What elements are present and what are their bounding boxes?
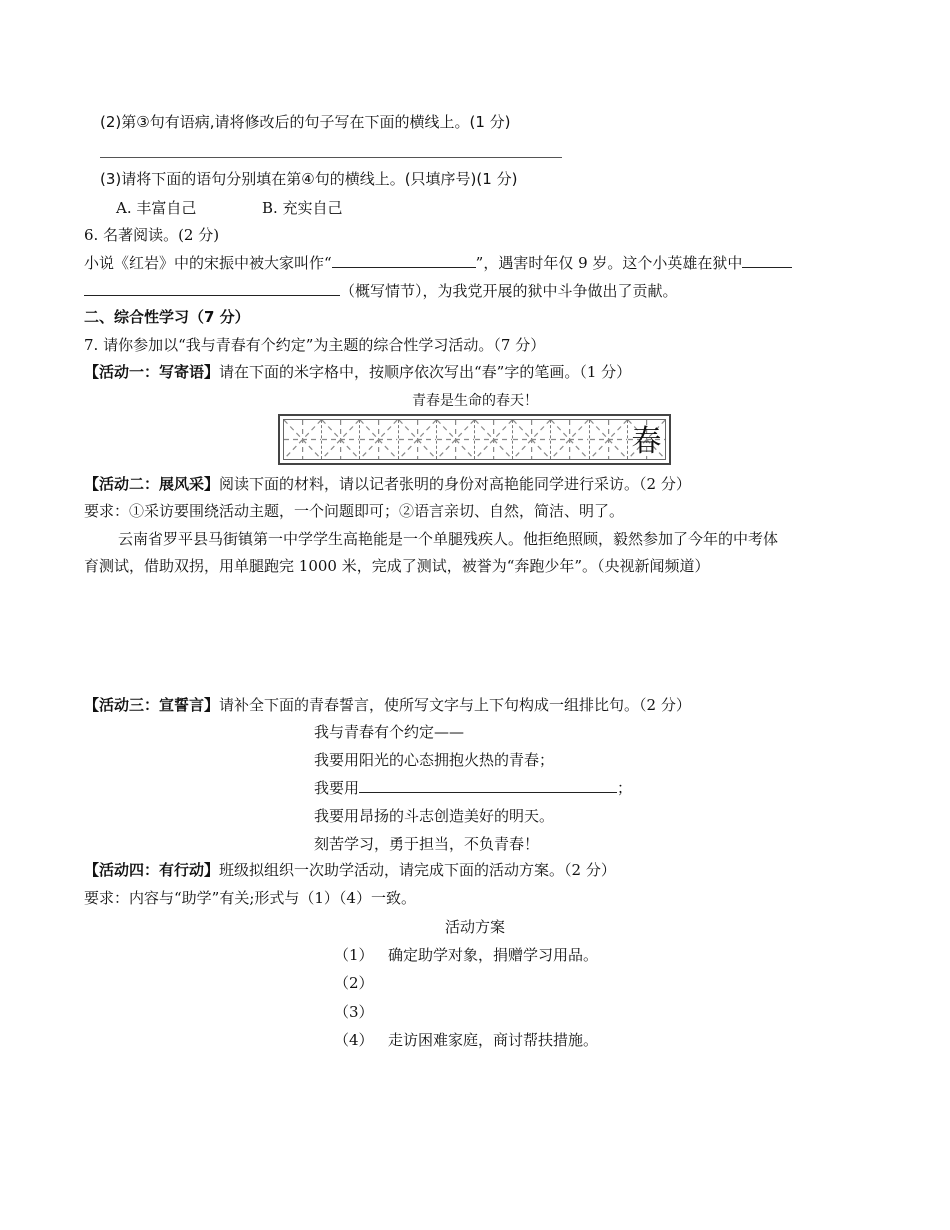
q6-title: 6. 名著阅读。(2 分): [84, 226, 220, 244]
activity1-line: [84, 362, 631, 382]
section-heading: 二、综合性学习（7 分）: [84, 308, 250, 326]
q6-line2: [84, 281, 678, 301]
mizi-guide-lines: [360, 420, 397, 459]
answer-line[interactable]: [100, 157, 562, 158]
activity3-line: [84, 695, 691, 715]
oath-line-3-end: ；: [617, 779, 633, 797]
plan-num-1: （1）: [334, 946, 374, 964]
plan-num-4: （4）: [334, 1031, 374, 1049]
activity1-label: 【活动一：写寄语】: [84, 363, 220, 381]
motto: 青春是生命的春天！: [412, 393, 538, 409]
activity2-line: [84, 474, 691, 494]
mizi-cell[interactable]: [284, 420, 322, 459]
oath-line-2: 我要用阳光的心态拥抱火热的青春；: [314, 751, 555, 769]
activity4-label: 【活动四：有行动】: [84, 861, 220, 879]
mizi-cell[interactable]: [399, 420, 437, 459]
mizi-cell[interactable]: [360, 420, 398, 459]
plan-text-1: 确定助学对象，捐赠学习用品。: [388, 946, 599, 964]
mizi-cell[interactable]: [437, 420, 475, 459]
q5-sub2-text: (2)第③句有语病,请将修改后的句子写在下面的横线上。(1 分): [100, 113, 511, 131]
plan-text-4: 走访困难家庭，商讨帮扶措施。: [388, 1031, 599, 1049]
activity3-label: 【活动三：宣誓言】: [84, 696, 220, 714]
mizi-cell[interactable]: [551, 420, 589, 459]
q6-line2-text: （概写情节），为我党开展的狱中斗争做出了贡献。: [340, 282, 678, 300]
mizi-cell[interactable]: [513, 420, 551, 459]
mizi-cell[interactable]: [322, 420, 360, 459]
answer-blank[interactable]: [359, 778, 617, 793]
oath-line-3-start: 我要用: [314, 779, 360, 797]
mizi-guide-lines: [437, 420, 474, 459]
q6-line1: [84, 253, 792, 273]
plan-answer-2[interactable]: [388, 973, 688, 993]
mizi-cell[interactable]: [590, 420, 628, 459]
q7-text: 7. 请你参加以“我与青春有个约定”为主题的综合性学习活动。（7 分）: [84, 336, 546, 354]
plan-answer-3[interactable]: [388, 1002, 688, 1022]
activity4-line: [84, 860, 616, 880]
mizi-guide-lines: [322, 420, 359, 459]
plan-title: 活动方案: [444, 918, 505, 936]
mizi-character: 春: [631, 424, 662, 459]
q6-line1-b: ”，遇害时年仅 9 岁。这个小英雄在狱中: [475, 254, 743, 272]
mizi-grid-inner: [283, 419, 666, 460]
activity4-requirement: 要求：内容与“助学”有关;形式与（1）（4）一致。: [84, 889, 416, 907]
mizi-guide-lines: [284, 420, 321, 459]
oath-line-1: 我与青春有个约定——: [314, 723, 465, 741]
q6-line1-a: 小说《红岩》中的宋振中被大家叫作“: [84, 254, 332, 272]
material-para-line2: 育测试，借助双拐，用单腿跑完 1000 米，完成了测试，被誉为“奔跑少年”。（央视新闻频道）: [84, 557, 710, 575]
option-b: B. 充实自己: [262, 199, 343, 217]
oath-line-4: 我要用昂扬的斗志创造美好的明天。: [314, 807, 555, 825]
mizi-guide-lines: [513, 420, 550, 459]
answer-blank[interactable]: [332, 253, 476, 268]
answer-blank[interactable]: [84, 281, 340, 296]
q5-sub3-text: (3)请将下面的语句分别填在第④句的横线上。(只填序号)(1 分): [100, 170, 518, 188]
activity3-text: 请补全下面的青春誓言，使所写文字与上下句构成一组排比句。（2 分）: [219, 696, 691, 714]
activity1-text: 请在下面的米字格中，按顺序依次写出“春”字的笔画。（1 分）: [219, 363, 632, 381]
answer-blank[interactable]: [742, 253, 792, 268]
plan-num-2: （2）: [334, 974, 374, 992]
mizi-cell[interactable]: [475, 420, 513, 459]
plan-num-3: （3）: [334, 1003, 374, 1021]
activity2-requirement: 要求：①采访要围绕活动主题，一个问题即可；②语言亲切、自然，简洁、明了。: [84, 502, 625, 520]
mizi-guide-lines: [399, 420, 436, 459]
oath-line-5: 刻苦学习，勇于担当，不负青春！: [314, 835, 540, 853]
mizi-grid: [278, 414, 671, 465]
mizi-guide-lines: [590, 420, 627, 459]
mizi-guide-lines: [551, 420, 588, 459]
option-a: A. 丰富自己: [116, 199, 197, 217]
activity4-text: 班级拟组织一次助学活动，请完成下面的活动方案。（2 分）: [219, 861, 616, 879]
material-para-line1: 云南省罗平县马街镇第一中学学生高艳能是一个单腿残疾人。他拒绝照顾，毅然参加了今年的中考体: [118, 530, 779, 548]
mizi-cell: [628, 420, 665, 459]
oath-line-3: [314, 778, 632, 798]
activity2-text: 阅读下面的材料，请以记者张明的身份对高艳能同学进行采访。（2 分）: [219, 475, 691, 493]
mizi-guide-lines: [475, 420, 512, 459]
activity2-label: 【活动二：展风采】: [84, 475, 220, 493]
